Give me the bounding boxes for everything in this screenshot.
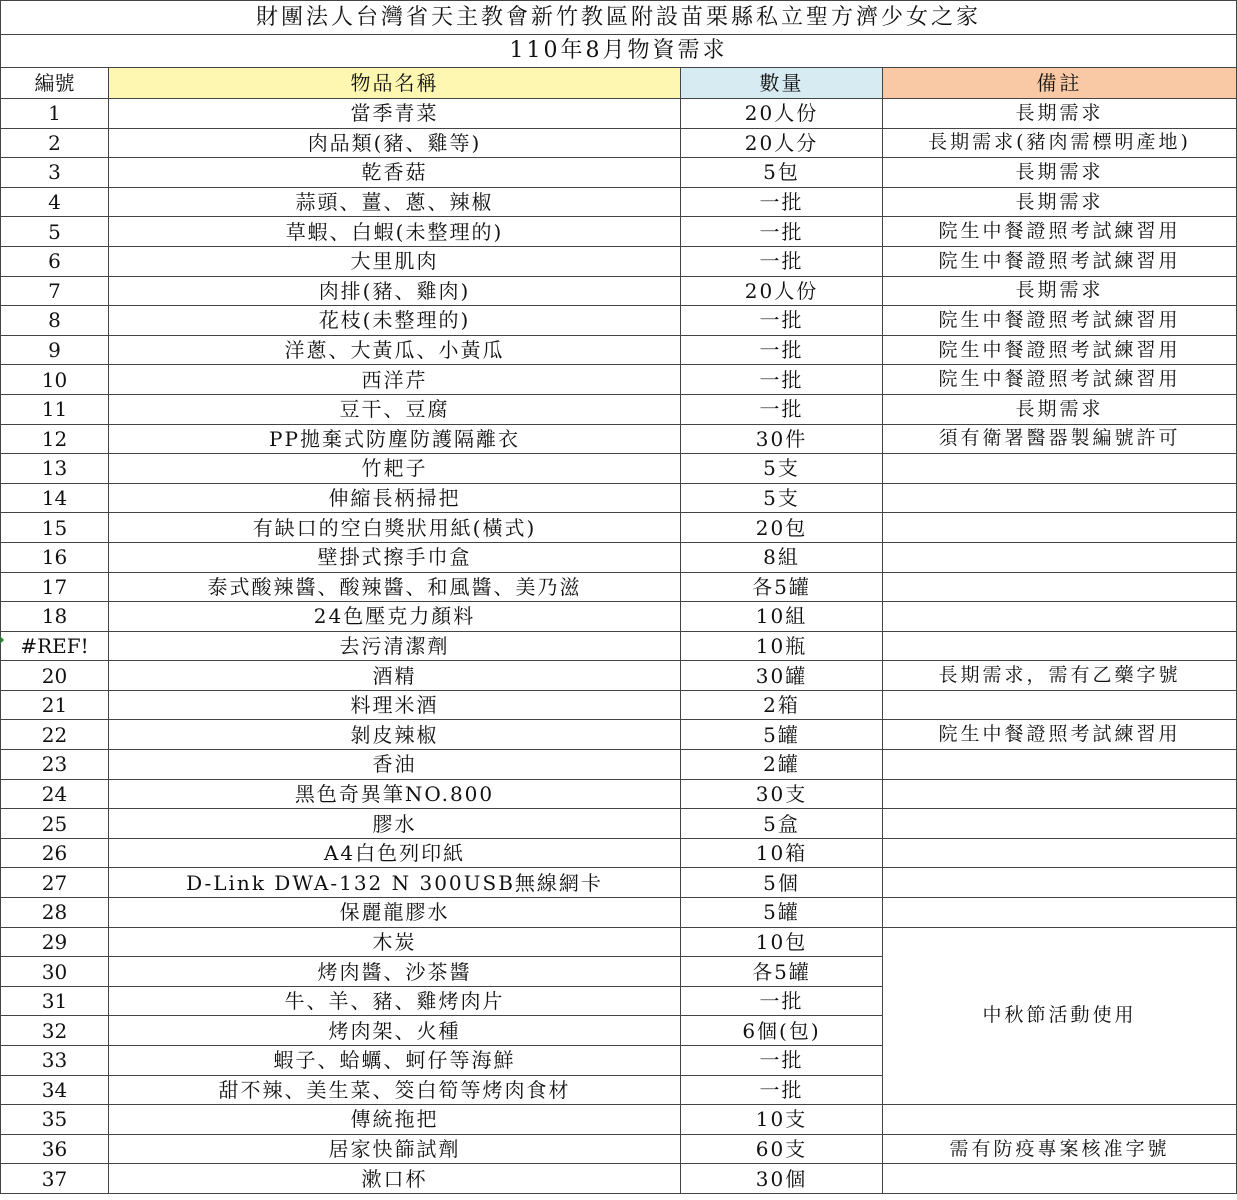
- item-note: 長期需求: [883, 158, 1237, 188]
- item-note: [883, 868, 1237, 898]
- item-number: 37: [1, 1164, 109, 1194]
- item-quantity: 10包: [681, 927, 883, 957]
- merged-note: 中秋節活動使用: [883, 927, 1237, 1105]
- item-quantity: 一批: [681, 217, 883, 247]
- item-number: 36: [1, 1134, 109, 1164]
- item-quantity: 一批: [681, 1046, 883, 1076]
- item-note: [883, 602, 1237, 632]
- item-note: 院生中餐證照考試練習用: [883, 217, 1237, 247]
- sheet-title: 財團法人台灣省天主教會新竹教區附設苗栗縣私立聖方濟少女之家: [1, 1, 1237, 35]
- item-number: 11: [1, 394, 109, 424]
- table-row: [1, 246, 1237, 276]
- item-note: 長期需求，需有乙藥字號: [883, 661, 1237, 691]
- item-name: 泰式酸辣醬、酸辣醬、和風醬、美乃滋: [109, 572, 681, 602]
- item-number: 13: [1, 454, 109, 484]
- table-row: [1, 335, 1237, 365]
- item-quantity: 2罐: [681, 750, 883, 780]
- item-note: [883, 572, 1237, 602]
- item-name: 乾香菇: [109, 158, 681, 188]
- item-name: 洋蔥、大黃瓜、小黃瓜: [109, 335, 681, 365]
- item-name: A4白色列印紙: [109, 838, 681, 868]
- item-note: 院生中餐證照考試練習用: [883, 720, 1237, 750]
- item-number: #REF!: [1, 631, 109, 661]
- item-note: 需有防疫專案核准字號: [883, 1134, 1237, 1164]
- table-row: [1, 602, 1237, 632]
- item-number: 12: [1, 424, 109, 454]
- item-name: 保麗龍膠水: [109, 898, 681, 928]
- item-number: 5: [1, 217, 109, 247]
- table-row: [1, 513, 1237, 543]
- item-name: 漱口杯: [109, 1164, 681, 1194]
- header-note: 備註: [883, 68, 1237, 99]
- table-row: [1, 631, 1237, 661]
- item-number: 25: [1, 809, 109, 839]
- item-note: 院生中餐證照考試練習用: [883, 306, 1237, 336]
- sheet-subtitle: 110年8月物資需求: [1, 35, 1237, 68]
- item-note: [883, 898, 1237, 928]
- item-number: 9: [1, 335, 109, 365]
- item-name: 膠水: [109, 809, 681, 839]
- item-name: 肉排(豬、雞肉): [109, 276, 681, 306]
- item-name: 香油: [109, 750, 681, 780]
- table-row: [1, 809, 1237, 839]
- item-number: 18: [1, 602, 109, 632]
- item-note: 長期需求: [883, 394, 1237, 424]
- item-quantity: 一批: [681, 1075, 883, 1105]
- item-quantity: 5盒: [681, 809, 883, 839]
- item-note: [883, 454, 1237, 484]
- table-row: [1, 128, 1237, 158]
- item-quantity: 5個: [681, 868, 883, 898]
- item-number: 28: [1, 898, 109, 928]
- item-name: 西洋芹: [109, 365, 681, 395]
- item-note: [883, 631, 1237, 661]
- item-number: 32: [1, 1016, 109, 1046]
- item-name: 24色壓克力顏料: [109, 602, 681, 632]
- item-note: 院生中餐證照考試練習用: [883, 335, 1237, 365]
- table-row: [1, 779, 1237, 809]
- item-quantity: 30個: [681, 1164, 883, 1194]
- item-number: 20: [1, 661, 109, 691]
- item-quantity: 各5罐: [681, 572, 883, 602]
- item-quantity: 10箱: [681, 838, 883, 868]
- item-number: 34: [1, 1075, 109, 1105]
- item-name: 木炭: [109, 927, 681, 957]
- error-indicator-icon: [0, 636, 4, 644]
- item-name: 料理米酒: [109, 690, 681, 720]
- item-note: [883, 1164, 1237, 1194]
- item-number: 10: [1, 365, 109, 395]
- item-quantity: 一批: [681, 986, 883, 1016]
- item-name: 蝦子、蛤蠣、蚵仔等海鮮: [109, 1046, 681, 1076]
- table-row: [1, 365, 1237, 395]
- item-number: 3: [1, 158, 109, 188]
- item-quantity: 5罐: [681, 720, 883, 750]
- item-name: 大里肌肉: [109, 246, 681, 276]
- item-number: 29: [1, 927, 109, 957]
- item-quantity: 5支: [681, 483, 883, 513]
- item-number: 15: [1, 513, 109, 543]
- table-row: [1, 217, 1237, 247]
- item-number: 23: [1, 750, 109, 780]
- item-number: 26: [1, 838, 109, 868]
- item-number: 30: [1, 957, 109, 987]
- item-note: [883, 483, 1237, 513]
- item-name: 去污清潔劑: [109, 631, 681, 661]
- item-name: 豆干、豆腐: [109, 394, 681, 424]
- item-number: 31: [1, 986, 109, 1016]
- item-name: 有缺口的空白獎狀用紙(橫式): [109, 513, 681, 543]
- item-number: 14: [1, 483, 109, 513]
- table-row: [1, 572, 1237, 602]
- item-name: 草蝦、白蝦(未整理的): [109, 217, 681, 247]
- item-number: 1: [1, 99, 109, 129]
- table-row: [1, 276, 1237, 306]
- item-quantity: 20人份: [681, 276, 883, 306]
- item-quantity: 一批: [681, 306, 883, 336]
- table-row: [1, 690, 1237, 720]
- item-quantity: 20人份: [681, 99, 883, 129]
- item-note: [883, 750, 1237, 780]
- item-name: PP拋棄式防塵防護隔離衣: [109, 424, 681, 454]
- item-name: 居家快篩試劑: [109, 1134, 681, 1164]
- item-quantity: 10支: [681, 1105, 883, 1135]
- table-row: [1, 394, 1237, 424]
- item-quantity: 30件: [681, 424, 883, 454]
- item-quantity: 5包: [681, 158, 883, 188]
- item-quantity: 10組: [681, 602, 883, 632]
- item-note: 長期需求: [883, 99, 1237, 129]
- item-note: [883, 779, 1237, 809]
- table-row: [1, 927, 1237, 957]
- item-quantity: 60支: [681, 1134, 883, 1164]
- item-quantity: 2箱: [681, 690, 883, 720]
- table-row: [1, 1105, 1237, 1135]
- item-number: 21: [1, 690, 109, 720]
- header-name: 物品名稱: [109, 68, 681, 99]
- item-number: 27: [1, 868, 109, 898]
- item-quantity: 6個(包): [681, 1016, 883, 1046]
- item-name: 壁掛式擦手巾盒: [109, 542, 681, 572]
- table-row: [1, 1164, 1237, 1194]
- table-row: [1, 99, 1237, 129]
- item-number: 33: [1, 1046, 109, 1076]
- item-note: [883, 809, 1237, 839]
- table-row: [1, 306, 1237, 336]
- item-note: 長期需求: [883, 187, 1237, 217]
- table-row: [1, 838, 1237, 868]
- item-number: 24: [1, 779, 109, 809]
- item-quantity: 20人分: [681, 128, 883, 158]
- item-name: 烤肉醬、沙茶醬: [109, 957, 681, 987]
- header-qty: 數量: [681, 68, 883, 99]
- item-quantity: 5支: [681, 454, 883, 484]
- item-number: 6: [1, 246, 109, 276]
- item-number: 2: [1, 128, 109, 158]
- item-name: D-Link DWA-132 N 300USB無線網卡: [109, 868, 681, 898]
- item-name: 酒精: [109, 661, 681, 691]
- item-name: 肉品類(豬、雞等): [109, 128, 681, 158]
- item-name: 花枝(未整理的): [109, 306, 681, 336]
- item-note: [883, 1105, 1237, 1135]
- item-quantity: 8組: [681, 542, 883, 572]
- item-note: [883, 542, 1237, 572]
- item-note: 長期需求: [883, 276, 1237, 306]
- item-number: 35: [1, 1105, 109, 1135]
- table-row: [1, 898, 1237, 928]
- item-quantity: 30支: [681, 779, 883, 809]
- table-row: [1, 483, 1237, 513]
- table-row: [1, 424, 1237, 454]
- item-name: 竹耙子: [109, 454, 681, 484]
- item-name: 烤肉架、火種: [109, 1016, 681, 1046]
- table-row: [1, 720, 1237, 750]
- item-quantity: 20包: [681, 513, 883, 543]
- item-number: 16: [1, 542, 109, 572]
- item-note: [883, 838, 1237, 868]
- item-quantity: 5罐: [681, 898, 883, 928]
- item-name: 剝皮辣椒: [109, 720, 681, 750]
- table-row: [1, 750, 1237, 780]
- item-name: 甜不辣、美生菜、筊白筍等烤肉食材: [109, 1075, 681, 1105]
- item-name: 當季青菜: [109, 99, 681, 129]
- item-note: [883, 690, 1237, 720]
- item-number: 8: [1, 306, 109, 336]
- item-quantity: 各5罐: [681, 957, 883, 987]
- item-number: 17: [1, 572, 109, 602]
- item-name: 黑色奇異筆NO.800: [109, 779, 681, 809]
- header-row: [1, 68, 1237, 99]
- item-note: 長期需求(豬肉需標明產地): [883, 128, 1237, 158]
- item-number: 7: [1, 276, 109, 306]
- table-row: [1, 158, 1237, 188]
- item-name: 牛、羊、豬、雞烤肉片: [109, 986, 681, 1016]
- table-row: [1, 542, 1237, 572]
- item-note: 院生中餐證照考試練習用: [883, 365, 1237, 395]
- item-quantity: 一批: [681, 394, 883, 424]
- item-number: 22: [1, 720, 109, 750]
- item-name: 伸縮長柄掃把: [109, 483, 681, 513]
- item-name: 傳統拖把: [109, 1105, 681, 1135]
- item-note: [883, 513, 1237, 543]
- item-name: 蒜頭、薑、蔥、辣椒: [109, 187, 681, 217]
- table-row: [1, 661, 1237, 691]
- item-note: 院生中餐證照考試練習用: [883, 246, 1237, 276]
- table-row: [1, 187, 1237, 217]
- table-row: [1, 454, 1237, 484]
- item-quantity: 一批: [681, 246, 883, 276]
- table-row: [1, 1134, 1237, 1164]
- item-quantity: 一批: [681, 187, 883, 217]
- item-quantity: 10瓶: [681, 631, 883, 661]
- item-quantity: 一批: [681, 335, 883, 365]
- header-no: 編號: [1, 68, 109, 99]
- item-note: 須有衛署醫器製編號許可: [883, 424, 1237, 454]
- item-quantity: 30罐: [681, 661, 883, 691]
- item-number: 4: [1, 187, 109, 217]
- item-quantity: 一批: [681, 365, 883, 395]
- table-row: [1, 868, 1237, 898]
